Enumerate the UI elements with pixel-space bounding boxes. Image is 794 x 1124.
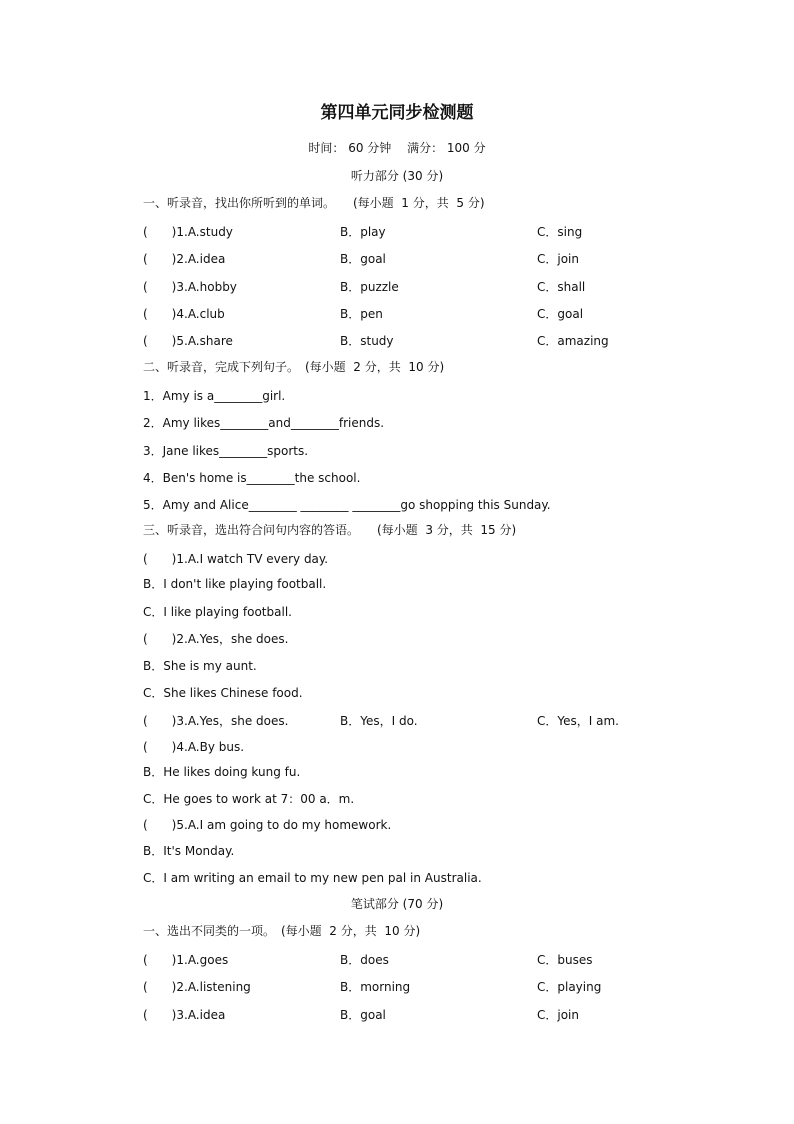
option-a: ( )3.A.Yes，she does. (143, 714, 289, 728)
option-c: C．She likes Chinese food. (143, 686, 303, 700)
option-c: C．shall (537, 280, 586, 294)
option-b: B．play (340, 225, 386, 239)
option-b: B．puzzle (340, 280, 399, 294)
option-c: C．Yes，I am. (537, 714, 619, 728)
option-c: C．sing (537, 225, 583, 239)
option-b: B．pen (340, 307, 383, 321)
option-c: C．playing (537, 980, 602, 994)
option-c: C．I am writing an email to my new pen pal in Australia. (143, 871, 482, 885)
option-a: ( )5.A.share (143, 334, 233, 348)
option-c: C．He goes to work at 7：00 a．m. (143, 792, 355, 806)
option-a: ( )2.A.listening (143, 980, 251, 994)
fill-in-item: 5．Amy and Alice________ ________ ________go shopping this Sunday. (143, 498, 551, 512)
option-c: C．goal (537, 307, 584, 321)
page-title: 第四单元同步检测题 (320, 103, 474, 123)
option-a: ( )4.A.club (143, 307, 225, 321)
section-heading: 一、听录音，找出你所听到的单词。 (每小题 1 分，共 5 分) (143, 196, 485, 210)
option-b: B．goal (340, 1008, 386, 1022)
option-b: B．study (340, 334, 394, 348)
option-a: ( )1.A.I watch TV every day. (143, 552, 329, 566)
option-b: B．does (340, 953, 389, 967)
option-b: B．I don't like playing football. (143, 577, 327, 591)
listening-header: 听力部分 (30 分) (350, 169, 444, 183)
option-c: C．I like playing football. (143, 605, 292, 619)
option-b: B．Yes，I do. (340, 714, 418, 728)
option-c: C．join (537, 252, 579, 266)
section-heading: 一、选出不同类的一项。 (每小题 2 分，共 10 分) (143, 924, 421, 938)
option-b: B．She is my aunt. (143, 659, 257, 673)
fill-in-item: 3．Jane likes________sports. (143, 444, 309, 458)
section-heading: 三、听录音，选出符合问句内容的答语。 (每小题 3 分，共 15 分) (143, 523, 517, 537)
option-b: B．goal (340, 252, 386, 266)
option-b: B．He likes doing kung fu. (143, 765, 301, 779)
fill-in-item: 1．Amy is a________girl. (143, 389, 286, 403)
section-heading: 二、听录音，完成下列句子。 (每小题 2 分，共 10 分) (143, 360, 445, 374)
option-c: C．join (537, 1008, 579, 1022)
option-a: ( )3.A.hobby (143, 280, 237, 294)
fill-in-item: 4．Ben's home is________the school. (143, 471, 361, 485)
option-a: ( )1.A.study (143, 225, 233, 239)
option-b: B．It's Monday. (143, 844, 235, 858)
option-a: ( )2.A.Yes，she does. (143, 632, 289, 646)
fill-in-item: 2．Amy likes________and________friends. (143, 416, 385, 430)
option-a: ( )4.A.By bus. (143, 740, 245, 754)
option-b: B．morning (340, 980, 411, 994)
option-a: ( )1.A.goes (143, 953, 229, 967)
option-a: ( )5.A.I am going to do my homework. (143, 818, 392, 832)
exam-meta: 时间： 60 分钟 满分： 100 分 (308, 141, 486, 155)
option-a: ( )2.A.idea (143, 252, 226, 266)
option-a: ( )3.A.idea (143, 1008, 226, 1022)
option-c: C．buses (537, 953, 593, 967)
writing-header: 笔试部分 (70 分) (350, 897, 444, 911)
option-c: C．amazing (537, 334, 609, 348)
